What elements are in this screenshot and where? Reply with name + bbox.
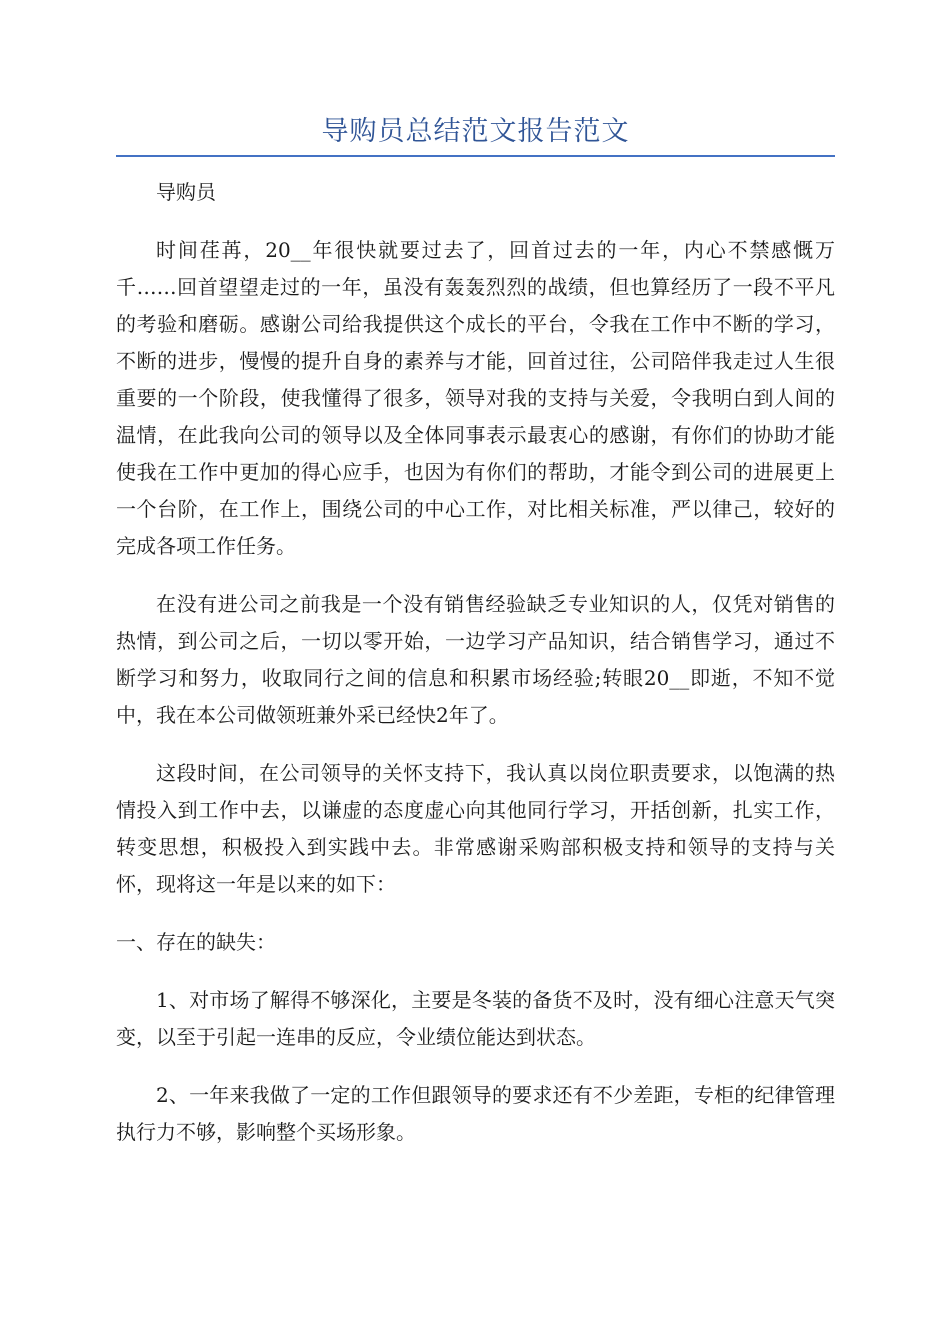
paragraph-summary: 这段时间，在公司领导的关怀支持下，我认真以岗位职责要求，以饱满的热情投入到工作中去，以谦虚的态度虚心向其他同行学习，开括创新，扎实工作，转变思想，积极投入到实践中去。非常感谢采购部积极支持和领导的支持与关怀，现将这一年是以来的如下：: [116, 761, 835, 896]
paragraph-intro: 时间荏苒，20__年很快就要过去了，回首过去的一年，内心不禁感慨万千……回首望望走过的一年，虽没有轰轰烈烈的战绩，但也算经历了一段不平凡的考验和磨砺。感谢公司给我提供这个成长的平台，令我在工作中不断的学习，不断的进步，慢慢的提升自身的素养与才能，回首过往，公司陪伴我走过人生很重要的一个阶段，使我懂得了很多，领导对我的支持与关爱，令我明白到人间的温情，在此我向公司的领导以及全体同事表示最衷心的感谢，有你们的协助才能使我在工作中更加的得心应手，也因为有你们的帮助，才能令到公司的进展更上一个台阶，在工作上，围绕公司的中心工作，对比相关标准，严以律己，较好的完成各项工作任务。: [116, 238, 835, 558]
document-body: [116, 174, 835, 1172]
list-item-1: 1、对市场了解得不够深化，主要是冬装的备货不及时，没有细心注意天气突变，以至于引起一连串的反应，令业绩位能达到状态。: [116, 988, 835, 1049]
paragraph-background: 在没有进公司之前我是一个没有销售经验缺乏专业知识的人，仅凭对销售的热情，到公司之后，一切以零开始，一边学习产品知识，结合销售学习，通过不断学习和努力，收取同行之间的信息和积累市场经验;转眼20__即逝，不知不觉中，我在本公司做领班兼外采已经快2年了。: [116, 592, 835, 727]
title-underline: [116, 155, 835, 157]
section-heading-shortcomings: 一、存在的缺失：: [116, 930, 276, 954]
paragraph-heading-role: 导购员: [156, 180, 216, 204]
list-item-2: 2、一年来我做了一定的工作但跟领导的要求还有不少差距，专柜的纪律管理执行力不够，影响整个买场形象。: [116, 1083, 835, 1144]
document-title: 导购员总结范文报告范文: [321, 116, 630, 147]
